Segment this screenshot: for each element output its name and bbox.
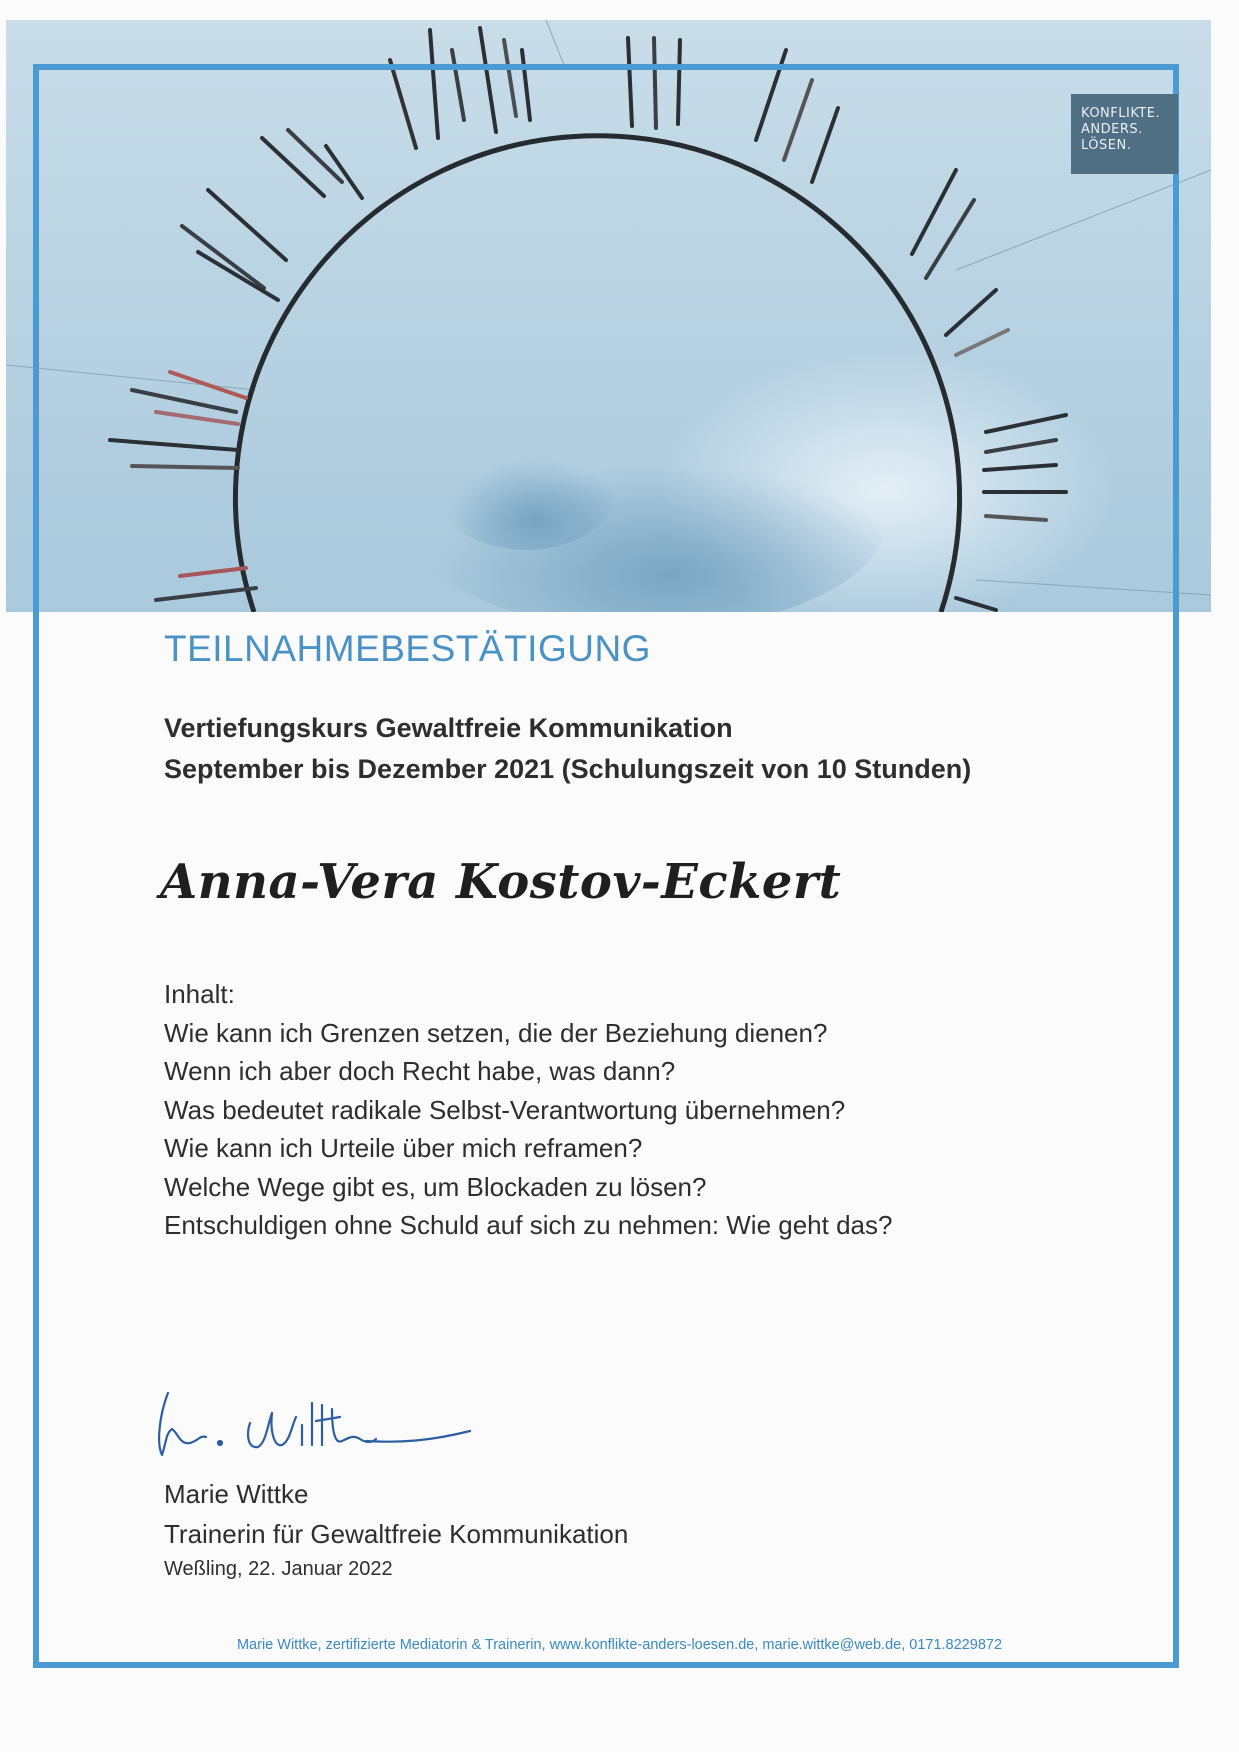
brand-logo	[1071, 94, 1178, 174]
participant-name: Anna-Vera Kostov-Eckert	[160, 854, 842, 910]
footer-contact: Marie Wittke, zertifizierte Mediatorin & Trainerin, www.konflikte-anders-loesen.de, marie.wittke@web.de, 0171.8229872	[236, 1637, 1003, 1653]
content-item: Was bedeutet radikale Selbst-Verantwortung übernehmen?	[164, 1094, 846, 1125]
signer-name: Marie Wittke	[164, 1479, 309, 1509]
logo-line: ANDERS.	[1081, 122, 1143, 137]
course-info	[164, 708, 971, 790]
hero-image	[6, 20, 1211, 612]
certificate-title: TEILNAHMEBESTÄTIGUNG	[164, 628, 651, 669]
content-heading: Inhalt:	[164, 979, 235, 1009]
sun-ring-illustration	[6, 20, 1211, 612]
place-date: Weßling, 22. Januar 2022	[164, 1558, 393, 1580]
content-item: Wie kann ich Grenzen setzen, die der Beziehung dienen?	[164, 1017, 828, 1048]
content-item: Wie kann ich Urteile über mich reframen?	[164, 1133, 643, 1163]
content-item: Wenn ich aber doch Recht habe, was dann?	[164, 1056, 676, 1086]
content-item: Entschuldigen ohne Schuld auf sich zu nehmen: Wie geht das?	[164, 1210, 893, 1240]
logo-line: LÖSEN.	[1081, 138, 1132, 153]
content-item: Welche Wege gibt es, um Blockaden zu lösen?	[164, 1171, 707, 1202]
signature	[150, 1383, 480, 1473]
course-period: September bis Dezember 2021 (Schulungszeit von 10 Stunden)	[164, 754, 972, 784]
logo-line: KONFLIKTE.	[1081, 106, 1161, 121]
signer-role: Trainerin für Gewaltfreie Kommunikation	[164, 1519, 629, 1549]
content-section	[164, 975, 892, 1245]
course-name: Vertiefungskurs Gewaltfreie Kommunikation	[164, 713, 733, 743]
